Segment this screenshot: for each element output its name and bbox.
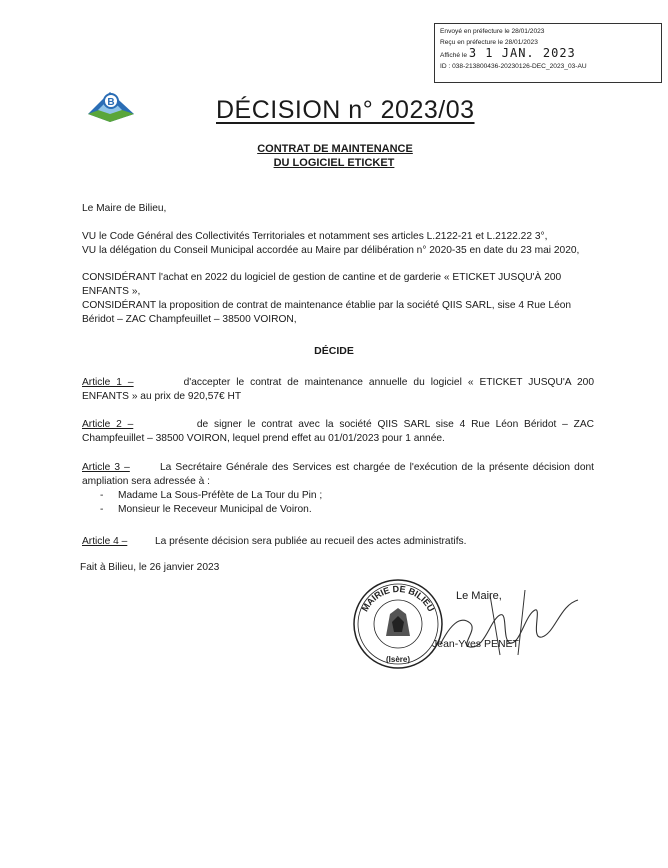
stamp-sent: Envoyé en préfecture le 28/01/2023 <box>440 28 545 35</box>
consideration-4: CONSIDÉRANT la proposition de contrat de maintenance établie par la société QIIS SARL, sise 4 Rue Léon Béridot – ZAC Champfeuillet – 38500 VOIRON, <box>82 300 572 325</box>
article-2-text: de signer le contrat avec la société QIIS SARL sise 4 Rue Léon Béridot – ZAC Champfeuillet – 38500 VOIRON, lequel prend effet au 01/01/2023 pour 1 année. <box>82 419 594 444</box>
stamp-id: ID : 038-213800436-20230126-DEC_2023_03-AU <box>440 63 587 70</box>
prefecture-stamp <box>434 23 662 83</box>
article-1-label: Article 1 – <box>82 377 134 388</box>
article-4-label: Article 4 – <box>82 536 128 547</box>
article-1-text: d'accepter le contrat de maintenance annuelle du logiciel « ETICKET JUSQU'A 200 ENFANTS » au prix de 920,57€ HT <box>82 377 594 402</box>
stamp-posted-date: 3 1 JAN. 2023 <box>468 46 576 60</box>
article-2-label: Article 2 – <box>82 419 134 430</box>
article-3 <box>82 461 594 488</box>
consideration-3: CONSIDÉRANT l'achat en 2022 du logiciel de gestion de cantine et de garderie « ETICKET JUSQU'À 200 ENFANTS », <box>82 272 562 297</box>
article-3-text: La Secrétaire Générale des Services est chargée de l'exécution de la présente décision dont ampliation sera adressée à : <box>82 462 594 487</box>
decide-heading: DÉCIDE <box>314 345 354 357</box>
consideration-1: VU le Code Général des Collectivités Territoriales et notamment ses articles L.2122-21 et L.2122.22 3°, <box>82 231 548 242</box>
recipient-2: - Monsieur le Receveur Municipal de Voiron. <box>100 504 312 515</box>
signatory-name: Jean-Yves PENET <box>432 638 519 650</box>
signatory-title: Le Maire, <box>456 590 502 602</box>
recipient-1: - Madame La Sous-Préfète de La Tour du Pin ; <box>100 490 323 501</box>
article-4-text: La présente décision sera publiée au recueil des actes administratifs. <box>154 536 467 547</box>
article-1 <box>82 376 594 403</box>
subtitle <box>0 142 668 170</box>
page-title: DÉCISION n° 2023/03 <box>216 96 475 124</box>
stamp-received: Reçu en préfecture le 28/01/2023 <box>440 39 538 46</box>
subtitle-line2: DU LOGICIEL ETICKET <box>273 157 395 169</box>
intro: Le Maire de Bilieu, <box>82 203 167 214</box>
bilieu-logo-icon <box>84 84 138 126</box>
article-3-label: Article 3 – <box>82 462 130 473</box>
seal-bottom-text: (Isère) <box>385 655 411 664</box>
consideration-2: VU la délégation du Conseil Municipal accordée au Maire par délibération n° 2020-35 en date du 23 mai 2020, <box>82 245 580 256</box>
article-4 <box>82 535 594 549</box>
stamp-posted: Affiché le 3 1 JAN. 2023 <box>440 46 576 60</box>
svg-text:B: B <box>107 97 115 108</box>
subtitle-line1: CONTRAT DE MAINTENANCE <box>257 143 413 155</box>
place-date: Fait à Bilieu, le 26 janvier 2023 <box>80 562 220 573</box>
seal-top-text: MAIRIE DE BILIEU <box>359 583 437 614</box>
article-2 <box>82 418 594 445</box>
